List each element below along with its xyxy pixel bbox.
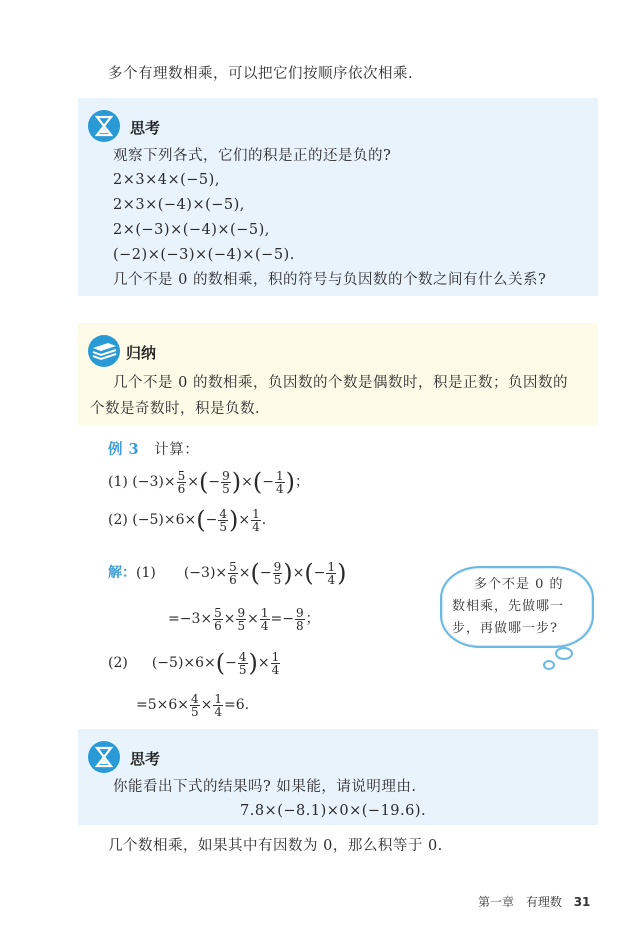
think-box-1 [78,98,598,296]
summary-box-title: 归纳 [126,344,157,362]
think-box-1-line: 几个不是 0 的数相乘，积的符号与负因数的个数之间有什么关系? [113,272,547,288]
solution-label: 解： [108,565,136,581]
think-box-2-title: 思考 [130,750,161,768]
example-label: 例 3 [108,441,140,458]
cloud-bubble-small [543,660,555,670]
example-heading [108,440,199,460]
thought-cloud [440,566,594,648]
think-box-2-line-2: 7.8×(−8.1)×0×(−19.6). [240,803,427,819]
think-box-1-line: 2×(−3)×(−4)×(−5), [113,222,270,238]
footer-chapter-title: 有理数 [525,895,562,909]
think-box-1-line: 2×3×4×(−5), [113,172,220,188]
solution-1-line-2: =−3× $\frac{5}{6}$ × $\frac{9}{5}$ × $\frac{1}{4}$ =− $\frac{9}{8}$ ； [168,605,320,633]
solution-2-line-1: (2) (−5)×6× ( − $\frac{4}{5}$ ) × $\frac{1}{4}$ [108,649,280,677]
example-problem-1: (1) (−3)× $\frac{5}{6}$ × ( − $\frac{9}{5}$ ) × ( − $\frac{1}{4}$ ) ； [108,468,309,496]
intro-text: 多个有理数相乘，可以把它们按顺序依次相乘. [108,66,414,82]
think-box-2-line-1: 你能看出下式的结果吗? 如果能，请说明理由. [113,779,417,795]
conclusion-text: 几个数相乘，如果其中有因数为 0，那么积等于 0. [108,838,443,854]
page-number: 31 [573,895,591,909]
hourglass-icon [88,741,120,773]
footer-chapter: 第一章 [478,895,515,909]
think-box-1-line: (−2)×(−3)×(−4)×(−5). [113,247,295,263]
example-prompt: 计算： [154,442,200,458]
books-icon [88,335,120,367]
cloud-line-1: 多个不是 0 的 [474,577,564,592]
think-box-1-line: 2×3×(−4)×(−5), [113,197,245,213]
solution-2-line-2: =5×6× $\frac{4}{5}$ × $\frac{1}{4}$ =6. [136,691,250,719]
cloud-bubble [555,647,573,660]
think-box-1-title: 思考 [130,119,161,137]
cloud-line-2: 数相乘，先做哪一 [452,599,565,614]
summary-line-1: 几个不是 0 的数相乘，负因数的个数是偶数时，积是正数；负因数的 [113,375,568,391]
think-box-1-line: 观察下列各式，它们的积是正的还是负的? [113,148,392,164]
hourglass-icon [88,110,120,142]
summary-box [78,323,598,425]
page-footer [478,893,590,910]
example-problem-2: (2) (−5)×6× ( − $\frac{4}{5}$ ) × $\frac{1}{4}$ . [108,506,267,534]
think-box-2 [78,729,598,825]
solution-1-line-1: 解： (1) (−3)× $\frac{5}{6}$ × ( − $\frac{9}{5}$ ) × ( − $\frac{1}{4}$ ) [108,556,347,590]
summary-line-2: 个数是奇数时，积是负数. [90,401,261,417]
cloud-line-3: 步，再做哪一步? [452,621,558,636]
